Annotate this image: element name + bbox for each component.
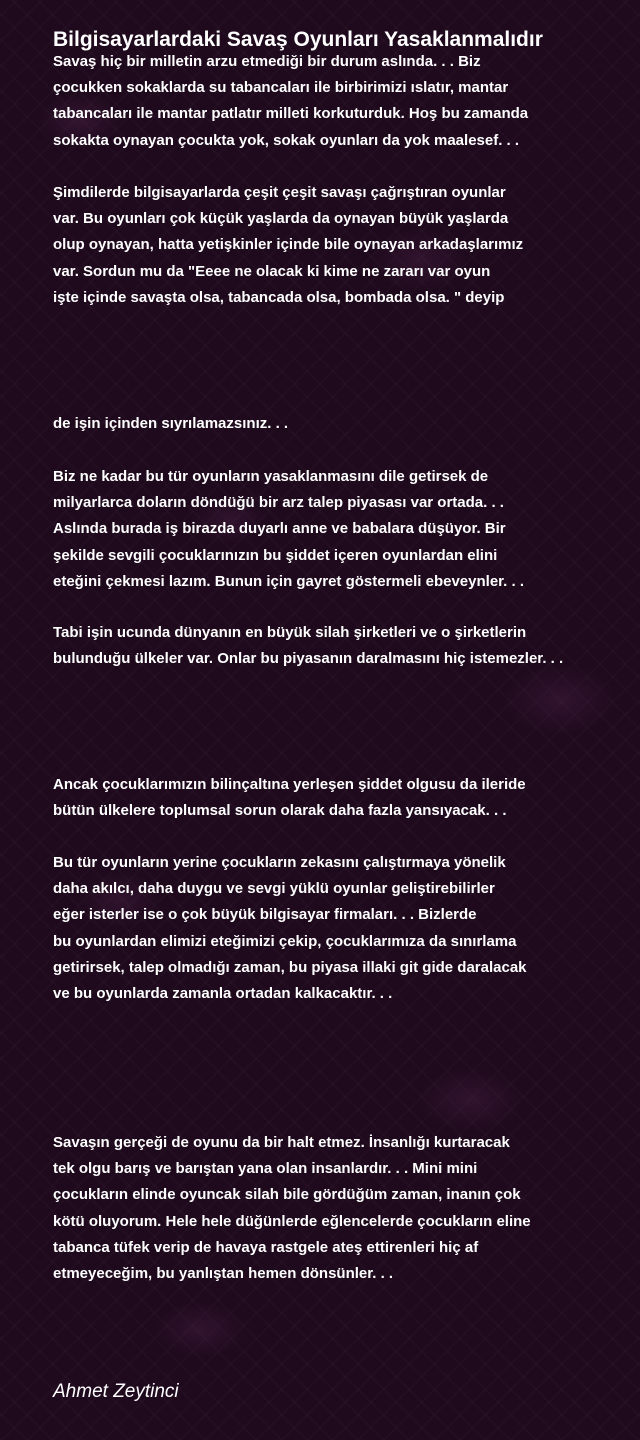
poem-line: tek olgu barış ve barıştan yana olan insanlardır. . . Mini mini (53, 1160, 478, 1178)
poem-line: Aslında burada iş birazda duyarlı anne ve babalara düşüyor. Bir (53, 520, 506, 538)
poem-title: Bilgisayarlardaki Savaş Oyunları Yasaklanmalıdır (53, 28, 543, 52)
author-name: Ahmet Zeytinci (53, 1381, 179, 1402)
poem-line: işte içinde savaşta olsa, tabancada olsa, bombada olsa. " deyip (53, 288, 505, 306)
poem-line: getirirsek, talep olmadığı zaman, bu piyasa illaki git gide daralacak (53, 958, 527, 976)
poem-line: Biz ne kadar bu tür oyunların yasaklanmasını dile getirsek de (53, 468, 489, 485)
poem-line: tabancaları ile mantar patlatır milleti korkuturduk. Hoş bu zamanda (53, 105, 529, 123)
poem-line: ve bu oyunlarda zamanla ortadan kalkacaktır. . . (53, 985, 393, 1003)
poem-line: bu oyunlardan elimizi eteğimizi çekip, çocuklarımıza da sınırlama (53, 932, 517, 950)
poem-line: Bu tür oyunların yerine çocukların zekasını çalıştırmaya yönelik (53, 854, 506, 871)
poem-line: etmeyeceğim, bu yanlıştan hemen dönsünler. . . (53, 1265, 394, 1283)
poem-paragraph-5 (53, 620, 628, 672)
poem-line: bulunduğu ülkeler var. Onlar bu piyasanın daralmasını hiç istemezler. . . (53, 650, 564, 668)
poem-line: Tabi işin ucunda dünyanın en büyük silah şirketleri ve o şirketlerin (53, 624, 527, 641)
poem-line: Savaşın gerçeği de oyunu da bir halt etmez. İnsanlığı kurtaracak (53, 1134, 510, 1151)
poem-paragraph-8 (53, 1130, 628, 1287)
poem-line: eteğini çekmesi lazım. Bunun için gayret göstermeli ebeveynler. . . (53, 572, 525, 590)
poem-line: şekilde sevgili çocuklarınızın bu şiddet içeren oyunlardan elini (53, 546, 498, 564)
poem-paragraph-6 (53, 772, 628, 824)
poem-line: tabanca tüfek verip de havaya rastgele ateş ettirenleri hiç af (53, 1238, 479, 1256)
poem-line: bütün ülkelere toplumsal sorun olarak daha fazla yansıyacak. . . (53, 802, 507, 820)
poem-line: Ancak çocuklarımızın bilinçaltına yerleşen şiddet olgusu da ileride (53, 776, 526, 793)
poem-line: Şimdilerde bilgisayarlarda çeşit çeşit savaşı çağrıştıran oyunlar (53, 184, 506, 201)
poem-line: var. Bu oyunları çok küçük yaşlarda da oynayan büyük yaşlarda (53, 210, 509, 228)
poem-line: kötü oluyorum. Hele hele düğünlerde eğlencelerde çocukların eline (53, 1212, 531, 1230)
poem-line: milyarlarca doların döndüğü bir arz talep piyasası var ortada. . . (53, 494, 504, 512)
poem-line: Savaş hiç bir milletin arzu etmediği bir durum aslında. . . Biz (53, 53, 481, 70)
poem-paragraph-7 (53, 850, 628, 1007)
poem-paragraph-1 (53, 49, 628, 154)
poem-line: sokakta oynayan çocukta yok, sokak oyunları da yok maalesef. . . (53, 131, 520, 149)
poem-paragraph-3 (53, 411, 628, 437)
poem-paragraph-4 (53, 464, 628, 595)
poem-line: olup oynayan, hatta yetişkinler içinde bile oynayan arkadaşlarımız (53, 236, 524, 254)
poem-line: çocukların elinde oyuncak silah bile gördüğüm zaman, inanın çok (53, 1186, 521, 1204)
poem-paragraph-2 (53, 180, 628, 311)
poem-line: daha akılcı, daha duygu ve sevgi yüklü oyunlar geliştirebilirler (53, 880, 495, 898)
poem-line: de işin içinden sıyrılamazsınız. . . (53, 415, 289, 432)
poem-line: var. Sordun mu da "Eeee ne olacak ki kime ne zararı var oyun (53, 262, 491, 280)
poem-line: çocukken sokaklarda su tabancaları ile birbirimizi ıslatır, mantar (53, 79, 509, 97)
poem-line: eğer isterler ise o çok büyük bilgisayar firmaları. . . Bizlerde (53, 906, 477, 924)
